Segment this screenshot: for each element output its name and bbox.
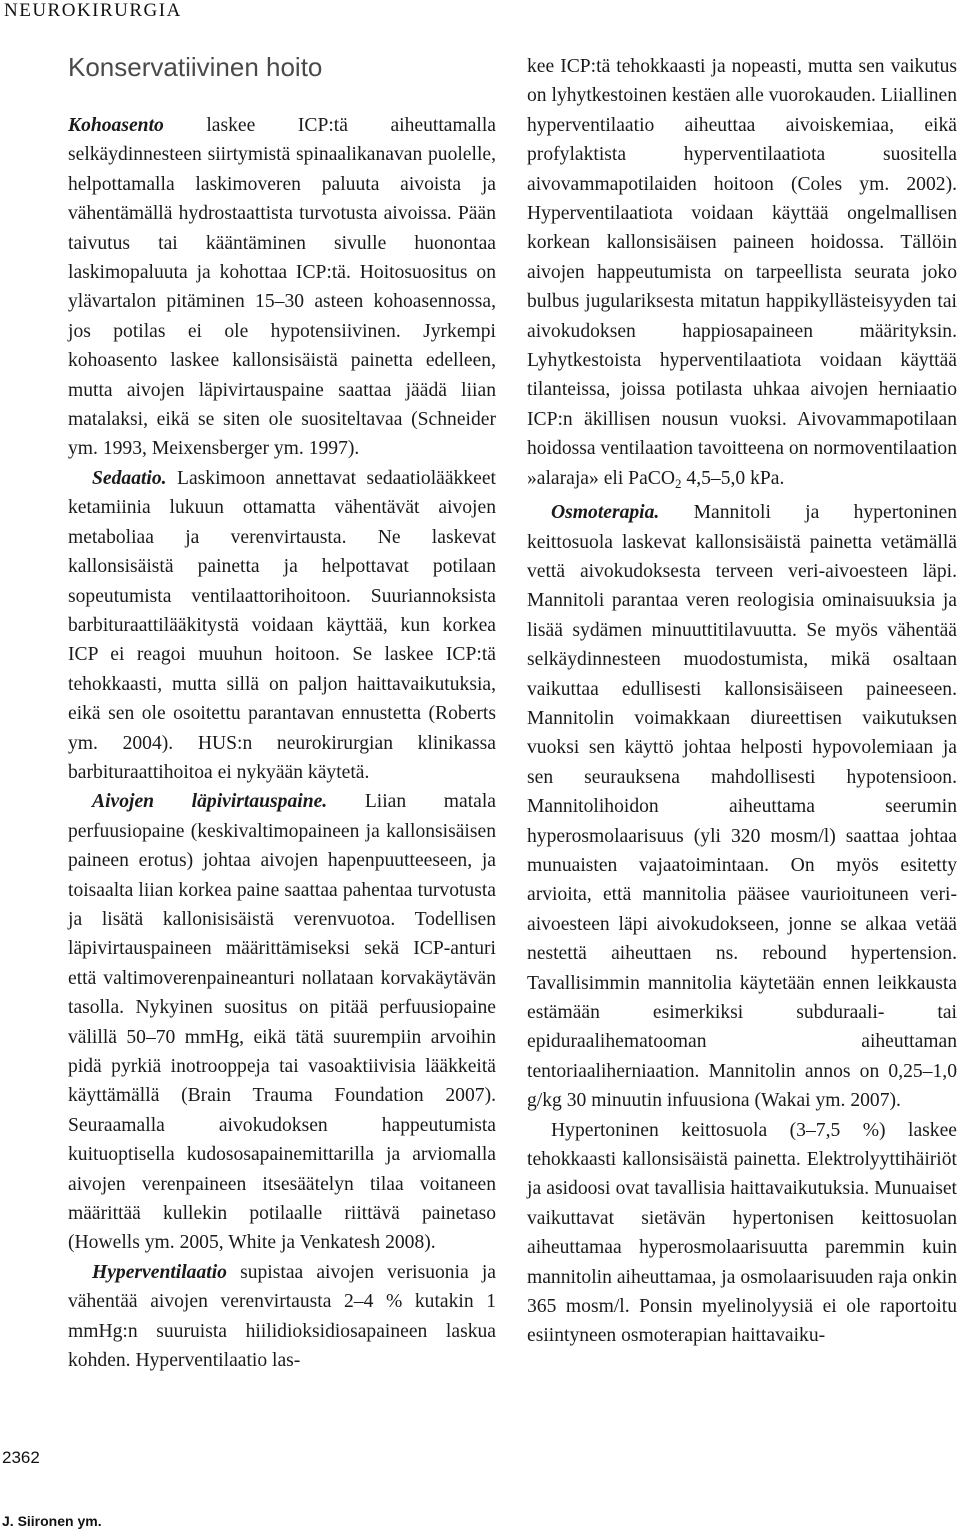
paragraph-hyperventilaatio	[68, 1258, 496, 1376]
runin-hyperventilaatio: Hyperventilaatio	[92, 1261, 227, 1283]
section-title: Konservatiivinen hoito	[68, 52, 323, 82]
journal-section-label: NEUROKIRURGIA	[4, 0, 182, 21]
left-column	[68, 111, 496, 1375]
paragraph-sedaatio	[68, 464, 496, 787]
paragraph-body: Liian matala perfuusiopaine (keskivaltimopaineen ja kallonsisäisen paineen erotus) johtaa aivojen hapenpuutteeseen, ja toisaalta liian korkea paine saattaa pahentaa turvotusta ja lisätä kallonisisäistä verenvuotoa. Todellisen läpivirtauspaineen määrittämiseksi sekä ICP-anturi että valtimoverenpaineanturi nollataan korvakäytävän tasolla. Nykyinen suositus on pitää perfuusiopaine välillä 50–70 mmHg, eikä tätä suurempiin arvoihin pidä pyrkiä inotrooppeja tai vasoaktiivisia lääkkeitä käyttämällä (Brain Trauma Foundation 2007). Seuraamalla aivokudoksen happeutumista kuituoptisella kudososapainemittarilla ja arviomalla aivojen verenpaineen itsesäätelyn tilaa voitaneen määrittää kullekin potilaalle riittävä painetaso (Howells ym. 2005, White ja Venkatesh 2008).	[68, 791, 496, 1254]
paragraph-body-tail: 4,5–5,0 kPa.	[681, 467, 785, 489]
paragraph-lapivirtauspaine	[68, 787, 496, 1258]
paragraph-hyperventilaatio-cont	[527, 52, 957, 498]
paragraph-body: Laskimoon annettavat sedaatiolääkkeet ketamiinia lukuun ottamatta vähentävät aivojen metaboliaa ja verenvirtausta. Ne laskevat kallonsisäistä painetta ja helpottavat potilaan sopeutumista ventilaattorihoitoon. Suuriannoksista barbituraattilääkitystä voidaan käyttää, kun korkea ICP ei reagoi muuhun hoitoon. Se laskee ICP:tä tehokkaasti, mutta sillä on paljon haittavaikutuksia, eikä sen ole osoitettu parantavan ennustetta (Roberts ym. 2004). HUS:n neurokirurgian klinikassa barbituraattihoitoa ei nykyään käytetä.	[68, 467, 496, 783]
runin-osmoterapia: Osmoterapia.	[551, 502, 660, 524]
runin-sedaatio: Sedaatio.	[92, 467, 167, 489]
paragraph-keittosuola	[527, 1116, 957, 1351]
paragraph-body: laskee ICP:tä aiheuttamalla selkäydinnesteen siirtymistä spinaalikanavan puolelle, helpottamalla laskimoveren paluuta aivoista ja vähentämällä hydrostaattista turvotusta aivoissa. Pään taivutus tai kääntäminen sivulle huonontaa laskimopaluuta ja kohottaa ICP:tä. Hoitosuositus on ylävartalon pitäminen 15–30 asteen kohoasennossa, jos potilas ei ole hypotensiivinen. Jyrkempi kohoasento laskee kallonsisäistä painetta edelleen, mutta aivojen läpivirtauspaine saattaa jäädä liian matalaksi, eikä se siten ole suositeltavaa (Schneider ym. 1993, Meixensberger ym. 1997).	[68, 115, 496, 460]
subscript-2: 2	[675, 475, 682, 491]
paragraph-body: supistaa aivojen verisuonia ja vähentää aivojen verenvirtausta 2–4 % kutakin 1 mmHg:n suuruista hiilidioksidiosapaineen laskua kohden. Hyperventilaatio las-	[68, 1261, 496, 1372]
paragraph-body: Hypertoninen keittosuola (3–7,5 %) laskee tehokkaasti kallonsisäistä painetta. Elektrolyyttihäiriöt ja asidoosi ovat tavallisia haittavaikutuksia. Munuaiset vaikuttavat sietävän hypertonisen keittosuolan aiheuttamaa hyperosmolaarisuutta paremmin kuin mannitolin aiheuttamaa, ja osmolaarisuuden raja onkin 365 mosm/l. Ponsin myelinolyysiä ei ole raportoitu esiintyneen osmoterapian haittavaiku-	[527, 1119, 957, 1347]
paragraph-body: kee ICP:tä tehokkaasti ja nopeasti, mutta sen vaikutus on lyhytkestoinen kestäen alle vuorokauden. Liiallinen hyperventilaatio aiheuttaa aivoiskemiaa, eikä profylaktista hyperventilaatiota suositella aivovammapotilaiden hoitoon (Coles ym. 2002). Hyperventilaatiota voidaan käyttää ongelmallisen korkean kallonsisäisen paineen hoidossa. Tällöin aivojen happeutumista on tarpeellista seurata joko bulbus jugulariksesta mitatun happikyllästeisyyden tai aivokudoksen happiosapaineen määrityksin. Lyhytkestoista hyperventilaatiota voidaan käyttää tilanteissa, joissa potilasta uhkaa aivojen herniaatio ICP:n äkillisen nousun vuoksi. Aivovammapotilaan hoidossa ventilaation tavoitteena on normoventilaation »alaraja» eli PaCO	[527, 56, 957, 489]
paragraph-kohoasento	[68, 111, 496, 464]
page-number: 2362	[2, 1448, 40, 1467]
paragraph-body: Mannitoli ja hypertoninen keittosuola laskevat kallonsisäistä painetta vetämällä vettä aivokudoksesta terveen veri-aivoesteen läpi. Mannitoli parantaa veren reologisia ominaisuuksia ja lisää sydämen minuuttitilavuutta. Se myös vähentää selkäydinnesteen muodostumista, mikä osaltaan vaikuttaa edullisesti kallonsisäiseen paineeseen. Mannitolin voimakkaan diureettisen vaikutuksen vuoksi sen käyttö johtaa helposti hypovolemiaan ja sen seurauksena mahdollisesti hypotensioon. Mannitolihoidon aiheuttama seerumin hyperosmolaarisuus (yli 320 mosm/l) saattaa johtaa munuaisten vajaatoimintaan. On myös esitetty arvioita, että mannitolia pääsee vaurioituneen veri-aivoesteen läpi aivokudokseen, jonne se alkaa vetää nestettä aiheuttaen ns. rebound hypertension. Tavallisimmin mannitolia käytetään ennen leikkausta estämään esimerkiksi subduraali- tai epiduraalihematooman aiheuttaman tentoriaaliherniaation. Mannitolin annos on 0,25–1,0 g/kg 30 minuutin infuusiona (Wakai ym. 2007).	[527, 502, 957, 1112]
runin-lapivirtauspaine: Aivojen läpivirtauspaine.	[92, 791, 328, 813]
right-column	[527, 52, 957, 1351]
footer-author: J. Siironen ym.	[2, 1513, 102, 1529]
runin-kohoasento: Kohoasento	[68, 115, 164, 136]
paragraph-osmoterapia	[527, 498, 957, 1116]
